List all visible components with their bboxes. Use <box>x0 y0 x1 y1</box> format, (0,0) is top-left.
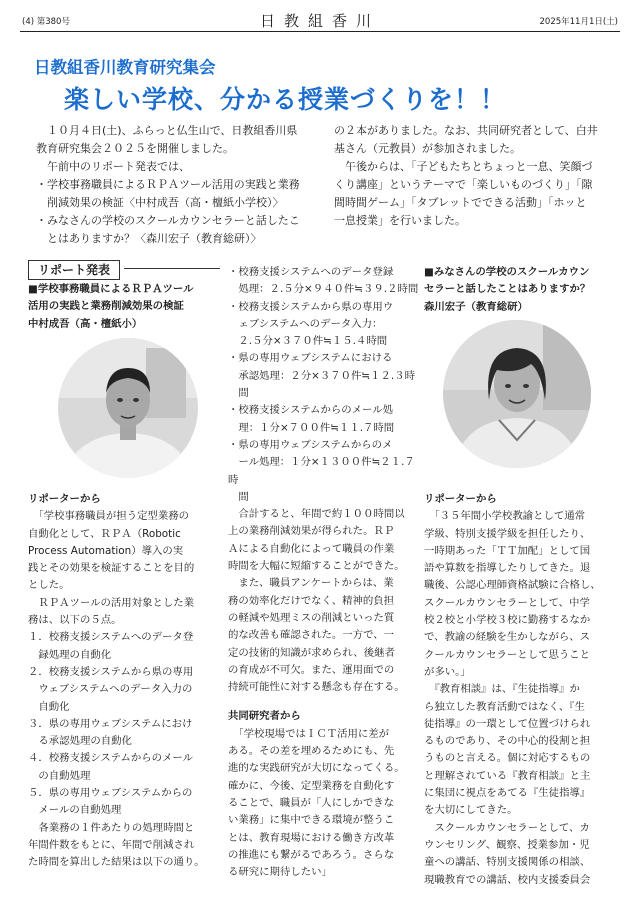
event-title: 日教組香川教育研究集会 <box>34 58 216 77</box>
intro-line: １０月４日(土)、ふらっと仏生山で、日教組香川県 <box>36 124 298 137</box>
report-author: 中村成吾（高・檀紙小） <box>28 317 143 330</box>
body-line: 合計すると、年間で約１００時間以 <box>228 508 405 521</box>
reporter-photo-nakamura <box>58 338 198 478</box>
body-line: ることで、職員が「人にしかできな <box>228 796 395 809</box>
intro-line: 教育研究集会２０２５を開催しました。 <box>36 142 234 155</box>
column-3-header <box>424 264 620 316</box>
report-title-line: ■みなさんの学校のスクールカウン <box>424 266 590 278</box>
intro-line: ・みなさんの学校のスクールカウンセラーと話したこ <box>36 214 300 227</box>
reporter-heading: リポーターから <box>28 493 101 505</box>
body-line: の軽減や処理ミスの削減といった質 <box>228 611 395 624</box>
intro-left <box>36 122 306 248</box>
bullet-line: ・県の専用ウェブシステムからのメ <box>228 438 393 451</box>
body-line: が多い。」 <box>424 665 471 678</box>
body-line: た時間を算出した結果は以下の通り。 <box>28 856 205 869</box>
body-line: 校２校と小学校３校に勤務するなか <box>424 614 591 627</box>
body-line: 『教育相談』は、『生徒指導』か <box>424 683 580 696</box>
body-line: とは、教育現場における働き方改革 <box>228 831 395 844</box>
body-line: 「学校事務職員が担う定型業務の <box>28 510 190 523</box>
body-line: 確かに、今後、定型業務を自動化す <box>228 779 395 792</box>
intro-line: 一息授業」を行いました。 <box>334 214 466 227</box>
intro-line: 間時間ゲーム」「タブレットでできる活動」「ホッと <box>334 196 587 209</box>
bullet-line: 間 <box>228 387 249 400</box>
body-line: 現職教育での講話、校内支援委員会 <box>424 873 591 886</box>
list-line: １．校務支援システムへのデータ登 <box>28 631 194 644</box>
section-rule <box>124 268 220 269</box>
list-line: ウェブシステムへのデータ入力の <box>28 683 193 696</box>
list-line: ４．校務支援システムからのメール <box>28 752 194 765</box>
intro-line: の２本がありました。なお、共同研究者として、白井 <box>334 124 598 137</box>
intro-line: ・学校事務職員によるＲＰＡツール活用の実践と業務 <box>36 178 300 191</box>
paper-name: 日教組香川 <box>259 12 380 30</box>
body-line: ある。その差を埋めるためにも、先 <box>228 745 395 758</box>
report-title-line: ■学校事務職員によるＲＰＡツール <box>28 283 194 295</box>
body-line: るものであり、その中心的役割と担 <box>424 735 591 748</box>
body-line: 「学校現場ではＩＣＴ活用に差が <box>228 727 390 740</box>
body-line: 進的な実践研究が大切になってくる。 <box>228 762 405 775</box>
intro-line: とはありますか？〈森川宏子（教育総研）〉 <box>36 232 262 245</box>
body-line: 一時期あった「ＴＴ加配」として国 <box>424 544 591 557</box>
intro-line: 削減効果の検証〈中村成吾（高・檀紙小学校）〉 <box>36 196 284 209</box>
body-line: スクールカウンセラーとして、カ <box>424 821 590 834</box>
body-line: の推進にも繋がるであろう。さらな <box>228 848 395 861</box>
bullet-line: ェブシステムへのデータ入力： <box>228 317 383 330</box>
body-line: 自動化として、ＲＰＡ（Robotic <box>28 527 181 540</box>
bullet-line: ・校務支援システムからのメール処 <box>228 404 394 417</box>
body-line: 践とその効果を検証することを目的 <box>28 562 195 575</box>
body-line: ＲＰＡツールの活用対象とした業 <box>28 596 195 609</box>
column-1-header <box>28 281 220 333</box>
report-title-line: セラーと話したことはありますか？ <box>424 283 591 296</box>
list-line: る承認処理の自動化 <box>28 735 132 748</box>
body-line: を大切にしてきた。 <box>424 804 518 817</box>
bullet-line: ２.５分×３７０件≒１５.４時間 <box>228 335 388 348</box>
bullet-line: ・校務支援システムから県の専用ウ <box>228 300 394 313</box>
intro-line: 基さん（元教員）が参加されました。 <box>334 142 521 155</box>
column-3-body <box>424 491 620 889</box>
reporter-photo-morikawa <box>443 320 591 468</box>
intro-line: くり講座」というテーマで「楽しいものづくり」「隙 <box>334 178 593 191</box>
body-line: 職後、公認心理師資格試験に合格し、 <box>424 579 601 592</box>
body-line: 時間を大幅に短縮することができた。 <box>228 560 405 573</box>
body-line: 的な改善も確認された。一方で、一 <box>228 629 395 642</box>
body-line: 持続可能性に対する懸念も存在する。 <box>228 681 405 694</box>
bullet-line: ・県の専用ウェブシステムにおける <box>228 352 393 365</box>
body-line: い業務」に集中できる環境が整うこ <box>228 814 395 827</box>
body-line: と理解されている『教育相談』と主 <box>424 769 591 782</box>
body-line: とした。 <box>28 579 70 592</box>
report-title-line: 活用の実践と業務削減効果の検証 <box>28 300 184 313</box>
column-1-body <box>28 491 220 872</box>
body-line: 上の業務削減効果が得られた。ＲＰ <box>228 525 395 538</box>
header-rule <box>20 31 620 32</box>
body-line: に集団に視点をあてる『生徒指導』 <box>424 787 591 800</box>
body-line: 学級、特別支援学級を担任したり、 <box>424 527 591 540</box>
body-line: る研究に期待したい」 <box>228 866 332 879</box>
intro-right <box>334 122 614 230</box>
body-line: 語や算数を指導したりしてきた。退 <box>424 562 591 575</box>
kyodo-heading: 共同研究者から <box>228 710 301 723</box>
list-line: の自動処理 <box>28 769 91 782</box>
list-line: 録処理の自動化 <box>28 648 112 661</box>
body-line: 年間件数をもとに、年間で削減され <box>28 838 195 851</box>
issue-number: (4) 第380号 <box>22 17 70 27</box>
body-line: Ａによる自動化によって職員の作業 <box>228 542 395 555</box>
body-line: で、教諭の経験を生かしながら、ス <box>424 631 591 644</box>
issue-date: 2025年11月1日(土) <box>539 17 618 27</box>
intro-line: 午前中のリポート発表では、 <box>36 160 190 173</box>
body-line: の育成が不可欠。また、運用面での <box>228 663 395 676</box>
body-line: 「３５年間小学校教諭として通常 <box>424 510 586 523</box>
bullet-line: ・校務支援システムへのデータ登録 <box>228 266 394 278</box>
bullet-line: 理：１分×７００件≒１１.７時間 <box>228 421 395 434</box>
list-line: 自動化 <box>28 700 70 713</box>
reporter-heading: リポーターから <box>424 493 497 505</box>
bullet-line: 処理：２.５分×９４０件≒３９.２時間 <box>228 283 419 296</box>
list-line: ２．校務支援システムから県の専用 <box>28 665 194 678</box>
body-line: Process Automation）導入の実 <box>28 544 184 557</box>
column-2 <box>228 264 420 881</box>
body-line: また、職員アンケートからは、業 <box>228 577 394 590</box>
report-author: 森川宏子（教育総研） <box>424 300 528 313</box>
body-line: 童への講話、特別支援関係の相談、 <box>424 856 591 869</box>
body-line: スクールカウンセラーとして、中学 <box>424 596 590 609</box>
body-line: 各業務の１件あたりの処理時間と <box>28 821 195 834</box>
list-line: ３．県の専用ウェブシステムにおけ <box>28 717 193 730</box>
body-line: ウンセリング、観察、授業参加・児 <box>424 838 590 851</box>
list-line: ５．県の専用ウェブシステムからの <box>28 787 193 800</box>
body-line: 徒指導』の一環として位置づけられ <box>424 717 591 730</box>
bullet-line: 承認処理：２分×３７０件≒１２.３時 <box>228 369 415 382</box>
section-label: リポート発表 <box>28 260 120 280</box>
main-headline: 楽しい学校、分かる授業づくりを！！ <box>64 85 507 114</box>
body-line: ら独立した教育活動ではなく、『生 <box>424 700 585 713</box>
body-line: 務は、以下の５点。 <box>28 614 122 627</box>
bullet-line: ール処理：１分×１３００件≒２１.７時 <box>228 456 415 486</box>
body-line: うものと言える。個に対応するもの <box>424 752 591 765</box>
body-line: 定の技術的知識が求められ、後継者 <box>228 646 395 659</box>
intro-line: 午後からは、「子どもたちとちょっと一息、笑顔づ <box>334 160 593 173</box>
body-line: 務の効率化だけでなく、精神的負担 <box>228 594 395 607</box>
body-line: クールカウンセラーとして思うこと <box>424 648 591 661</box>
bullet-line: 間 <box>228 490 249 503</box>
list-line: メールの自動処理 <box>28 804 122 817</box>
